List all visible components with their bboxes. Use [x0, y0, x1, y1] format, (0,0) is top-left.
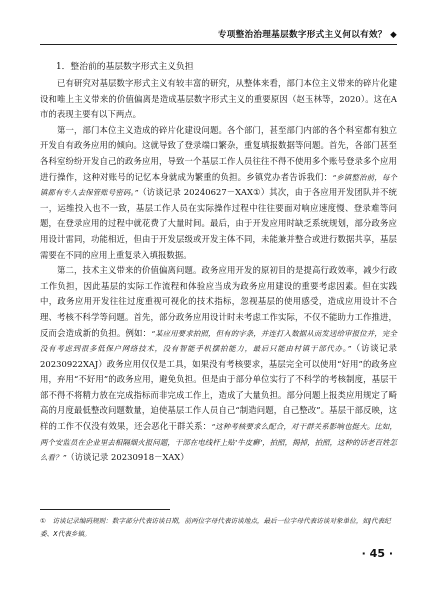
paragraph-text: （访谈记录 20240627－XAX①）其次，由于各应用开发团队并不统一，运维投入也不一致，基层工作人员在实际操作过程中往往要面对响应速度慢、登录难等问题，在登录应用的过程中就花费了大量时间。最后，由于开发应用时缺乏系统规划，部分政务应用设计雷同，功能相近，但由于开发层级或开发主体不同，未能兼并整合或进行数据共享，基层需要在不同的应用上重复录入填报数据。: [40, 187, 397, 260]
header-title: 专项整治治理基层数字形式主义何以有效？ ◆: [217, 30, 397, 40]
paragraph-intro: 已有研究对基层数字形式主义有较丰富的研究，从整体来看，部门本位主义带来的碎片化建设和唯上主义带来的价值偏离是造成基层数字形式主义的重要原因（赵玉林等，2020）。这在A市的表现主要有以下两点。: [40, 78, 397, 120]
paragraph-text: 第一，部门本位主义造成的碎片化建设问题。各个部门，甚至部门内部的各个科室都有独立开发自有政务应用的倾向。这就导致了登录端口繁杂，重复填报数据等问题。首先，各部门甚至各科室纷纷开发自己的政务应用，导致一个基层工作人员往往不得不使用多个账号登录多个应用进行操作，这种对账号的记忆本身就成为繁重的负担。乡镇党办者告诉我们：: [40, 124, 397, 182]
running-header: [40, 28, 397, 45]
paragraph-technicism: [40, 263, 397, 466]
main-content: [40, 60, 397, 466]
paragraph-fragmentation: [40, 123, 397, 263]
paragraph-text: 第二，技术主义带来的价值偏离问题。政务应用开发的原初目的是提高行政效率，减少行政工作负担，因此基层的实际工作流程和体验应当成为政务应用建设的重要考虑因素。但在实践中，政务应用开发往往过度重视可视化的技术指标，忽视基层的使用感受，造成应用设计不合理、考核不科学等问题。首先，部分政务应用设计时未考虑工作实际，不仅不能助力工作推进，反而会造成新的负担。例如：: [40, 265, 397, 338]
paragraph-text: （访谈记录 20230918－XAX）: [66, 452, 189, 463]
page-number: · 45 ·: [361, 547, 393, 560]
interview-quote: “某应用要求拍照，但有的字条，并连打入数据从而发送给审报位并，完全没有考虑到很多低保户网络技术，没有智能手机摆拍能力，最后只能由村镇干部代办。”: [40, 328, 397, 354]
section-heading: 1．整治前的基层数字形式主义负担: [56, 62, 194, 72]
interview-quote: “乡镇整治前，每个镇都有专人去保管账号密码。”: [40, 172, 397, 198]
footnote: ① 访谈记录编码规则：数字部分代表访谈日期，前两位字母代表访谈地点，最后一位字母代表访谈对象单位，如J代表纪委、X代表乡镇。: [40, 517, 391, 538]
footnote-divider: [40, 509, 170, 510]
paragraph-text: （访谈记录 20230922XAJ）政务应用仅仅是工具，如果没有考核要求，基层完全可以使用“好用”的政务应用，弃用“不好用”的政务应用，避免负担。但是由于部分单位实行了不科学的考核制度，基层干部不得不将精力放在完成指标而非完成工作上，造成了大量负担。部分问题上报类应用规定了畸高的月度最低整改问题数量，迫使基层工作人员自己“制造问题，自己整改”。基层干部反映，这样的工作不仅没有效果，还会恶化干群关系：: [40, 343, 397, 432]
interview-quote: “这种考核要求么配合，对干群关系影响也挺大。比如，两个安监员在企业里去相隔烟火报问题，干部在电线杆上贴‘牛皮癣’，拍照，揭掉，拍照，这种的话老百姓怎么看？”: [40, 422, 397, 463]
